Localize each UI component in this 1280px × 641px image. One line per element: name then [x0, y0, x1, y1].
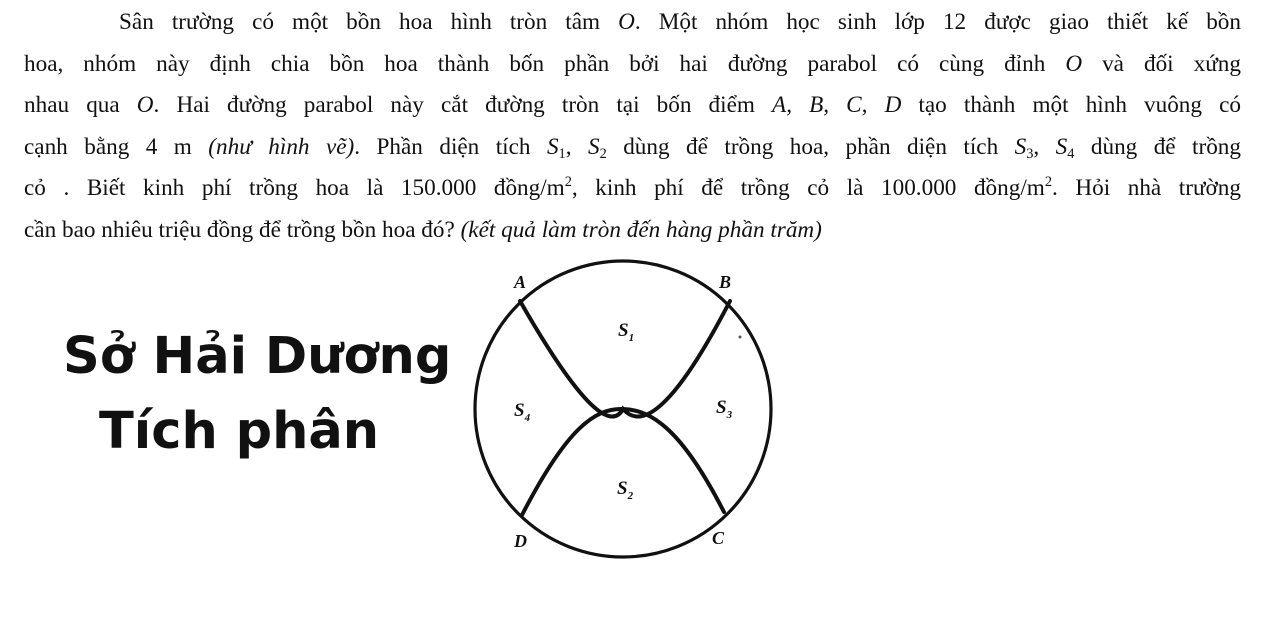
- problem-line-3: [24, 85, 1241, 127]
- parabola-top: [520, 301, 730, 417]
- text-segment: . Hai đường parabol này cắt đường tròn tại bốn điểm: [153, 92, 773, 118]
- text-segment: ,: [565, 133, 588, 160]
- area-s2-symbol: S: [617, 478, 628, 499]
- flowerbed-diagram: [470, 250, 790, 570]
- text-segment: cạnh bằng 4 m: [24, 133, 209, 160]
- flowerbed-figure: [470, 250, 790, 570]
- text-segment: cỏ . Biết kinh phí trồng hoa là 150.000 đồng/m: [24, 175, 565, 201]
- text-segment: tạo thành một hình vuông có: [901, 92, 1241, 118]
- problem-line-1: [24, 2, 1241, 44]
- points-abcd: A, B, C, D: [772, 92, 902, 118]
- text-segment: . Hỏi nhà trường: [1052, 175, 1241, 201]
- area-symbol: S: [1014, 133, 1027, 160]
- area-s2-subscript: 2: [627, 490, 634, 502]
- text-segment: , kinh phí để trồng cỏ là 100.000 đồng/m: [571, 175, 1045, 201]
- area-s3-symbol: S: [716, 397, 727, 418]
- text-segment: . Phần diện tích: [354, 133, 547, 160]
- area-s4-label: [514, 400, 531, 424]
- text-segment: dùng để trồng: [1074, 133, 1241, 160]
- text-segment: Sân trường có một bồn hoa hình tròn tâm: [119, 9, 619, 35]
- text-segment: nhau qua: [24, 92, 137, 118]
- point-a-label: A: [514, 272, 527, 292]
- unit-superscript: 2: [564, 174, 572, 190]
- area-subscript: 3: [1026, 145, 1034, 162]
- problem-statement: [24, 2, 1241, 251]
- area-s3-label: [716, 397, 733, 421]
- vertex-o: O: [1065, 50, 1083, 77]
- area-s1-subscript: 1: [628, 332, 635, 344]
- point-d-label: D: [514, 531, 527, 551]
- symmetry-o: O: [136, 92, 154, 118]
- area-s4-symbol: S: [514, 400, 525, 421]
- text-segment: . Một nhóm học sinh lớp 12 được giao thiết kế bồn: [634, 9, 1241, 35]
- unit-superscript: 2: [1044, 174, 1053, 190]
- area-s1-symbol: S: [618, 320, 629, 341]
- caption-topic: Tích phân: [99, 402, 380, 461]
- point-b-label: B: [719, 272, 732, 292]
- caption-source: Sở Hải Dương: [63, 327, 452, 386]
- area-subscript: 2: [599, 145, 607, 162]
- text-segment: ,: [1033, 133, 1056, 160]
- area-symbol: S: [1055, 133, 1068, 160]
- area-symbol: S: [546, 133, 559, 160]
- area-s3-subscript: 3: [726, 409, 733, 421]
- area-subscript: 4: [1067, 145, 1075, 162]
- area-subscript: 1: [558, 145, 566, 162]
- problem-line-2: [24, 44, 1241, 86]
- area-s4-subscript: 4: [524, 412, 531, 424]
- area-s1-label: [618, 320, 634, 344]
- text-segment: cần bao nhiêu triệu đồng để trồng bồn hoa đó?: [24, 216, 461, 243]
- rounding-note: (kết quả làm tròn đến hàng phần trăm): [460, 216, 822, 243]
- area-symbol: S: [587, 133, 600, 160]
- problem-line-6: [24, 210, 1241, 252]
- parabola-bottom: [522, 409, 724, 515]
- problem-line-4: [24, 127, 1241, 169]
- text-segment: hoa, nhóm này định chia bồn hoa thành bốn phần bởi hai đường parabol có cùng đỉnh: [24, 50, 1066, 77]
- point-c-label: C: [712, 528, 725, 548]
- speck-dot: [739, 336, 742, 339]
- text-segment: dùng để trồng hoa, phần diện tích: [606, 133, 1015, 160]
- text-segment: và đối xứng: [1082, 50, 1241, 77]
- center-o: O: [618, 9, 635, 35]
- italic-note: (như hình vẽ): [208, 133, 355, 160]
- area-s2-label: [617, 478, 634, 502]
- problem-line-5: [24, 168, 1241, 210]
